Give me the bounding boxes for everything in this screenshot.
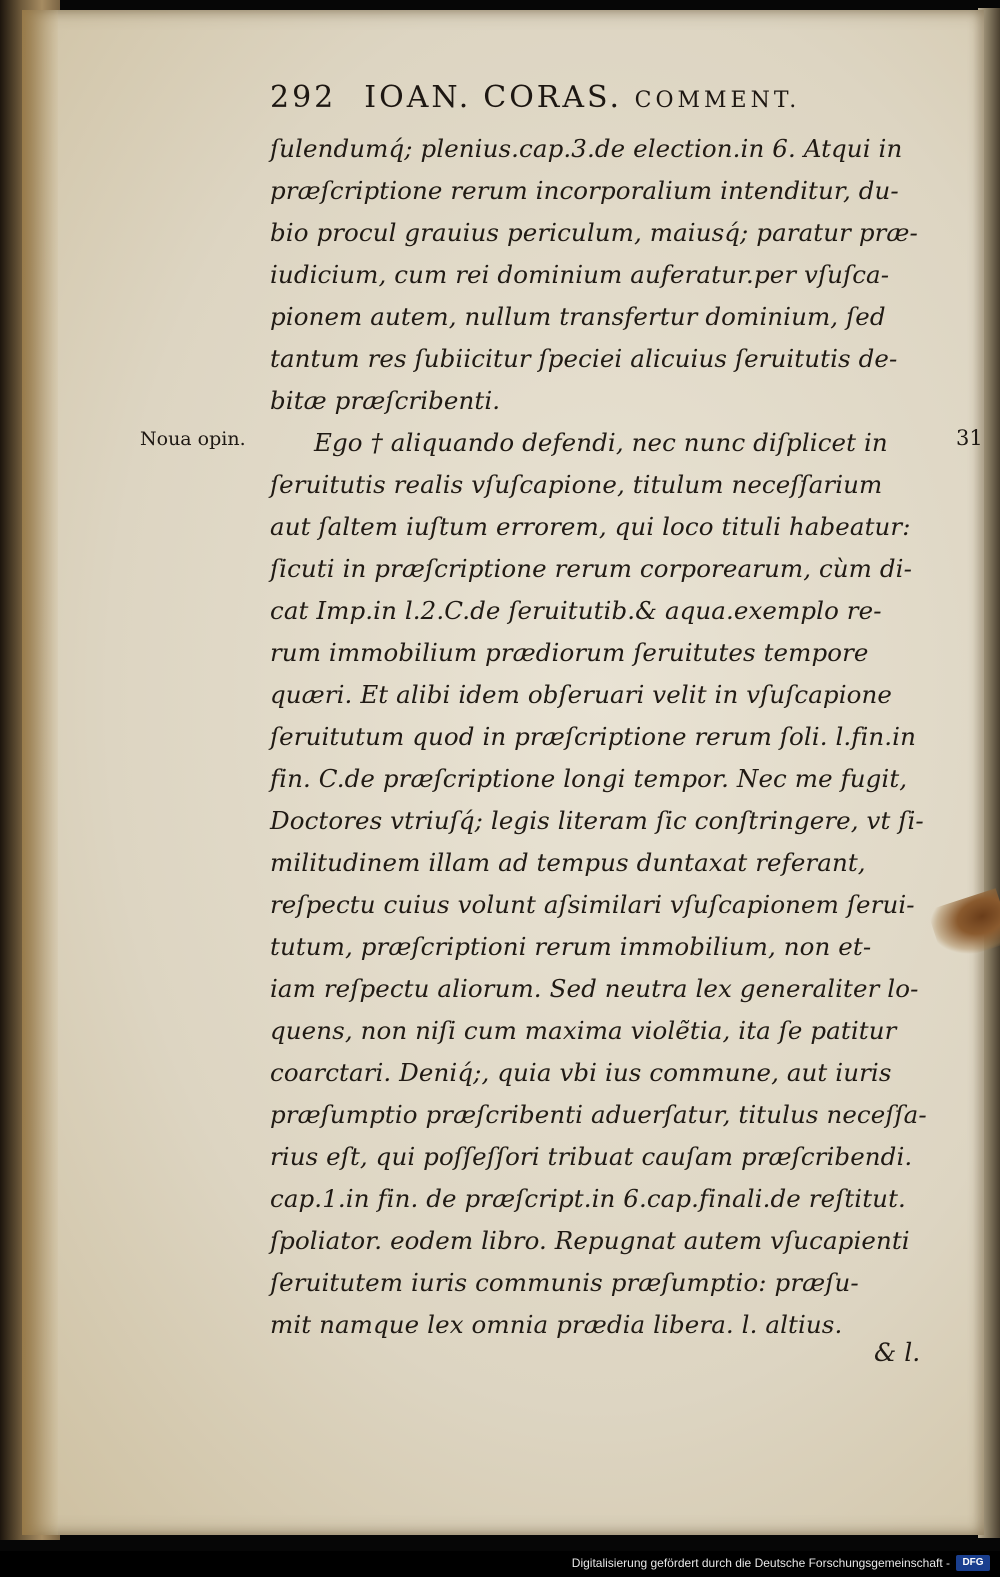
text-line: iudicium, cum rei dominium auferatur.per vſuſca- [270, 260, 890, 289]
text-line: præſcriptione rerum incorporalium intenditur, du- [270, 176, 899, 205]
text-line: ſeruitutis realis vſuſcapione, titulum neceſſarium [270, 470, 883, 499]
running-head-author: IOAN. [364, 80, 472, 115]
text-line: cap.1.in fin. de præſcript.in 6.cap.finali.de reſtitut. [270, 1184, 906, 1213]
text-line: pionem autem, nullum transfertur dominium, ſed [270, 302, 886, 331]
text-line: tantum res ſubiicitur ſpeciei alicuius ſeruitutis de- [270, 344, 898, 373]
text-line: quæri. Et alibi idem obſeruari velit in vſuſcapione [270, 680, 892, 709]
text-line: ſeruitutem iuris communis præſumptio: præſu- [270, 1268, 859, 1297]
text-line: ſeruitutum quod in præſcriptione rerum ſoli. l.fin.in [270, 722, 916, 751]
text-line: ſicuti in præſcriptione rerum corporearum, cùm di- [270, 554, 912, 583]
text-line: cat Imp.in l.2.C.de ſeruitutib.& aqua.exemplo re- [270, 596, 882, 625]
text-line: iam reſpectu aliorum. Sed neutra lex generaliter lo- [270, 974, 919, 1003]
running-head [270, 80, 870, 115]
text-line: bio procul grauius periculum, maiusq́; paratur præ- [270, 218, 918, 247]
text-line: fin. C.de præſcriptione longi tempor. Nec me fugit, [270, 764, 908, 793]
margin-note: Noua opin. [140, 428, 246, 450]
text-line: reſpectu cuius volunt aſsimilari vſuſcapionem ſerui- [270, 890, 915, 919]
text-line: rius eſt, qui poſſeſſori tribuat cauſam præſcribendi. [270, 1142, 913, 1171]
running-head-work: COMMENT. [634, 88, 801, 113]
body-text [270, 128, 950, 1346]
text-line: ſpoliator. eodem libro. Repugnat autem vſucapienti [270, 1226, 910, 1255]
text-line: coarctari. Deniq́;, quia vbi ius commune, aut iuris [270, 1058, 892, 1087]
margin-number: 31 [956, 426, 983, 450]
book-page [22, 10, 984, 1535]
text-line: Doctores vtriuſq́; legis literam ſic conſtringere, vt ſi- [270, 806, 924, 835]
page-number: 292 [270, 80, 337, 115]
text-line: tutum, præſcriptioni rerum immobilium, non et- [270, 932, 872, 961]
text-line: rum immobilium prædiorum ſeruitutes tempore [270, 638, 869, 667]
catchword: & l. [874, 1338, 921, 1367]
text-line: mit namque lex omnia prædia libera. l. altius. [270, 1310, 843, 1339]
running-head-name: CORAS. [483, 80, 623, 115]
dfg-logo: DFG [956, 1555, 990, 1571]
digitization-footer [0, 1551, 1000, 1577]
text-line: militudinem illam ad tempus duntaxat referant, [270, 848, 866, 877]
text-line: ſulendumq́; plenius.cap.3.de election.in 6. Atqui in [270, 134, 903, 163]
paragraph-start-line: Ego † aliquando defendi, nec nunc diſplicet in [314, 428, 888, 457]
text-line: quens, non niſi cum maxima violẽtia, ita ſe patitur [270, 1016, 897, 1045]
footer-credit: Digitalisierung gefördert durch die Deutsche Forschungsgemeinschaft - [571, 1556, 950, 1570]
text-line: aut ſaltem iuſtum errorem, qui loco tituli habeatur: [270, 512, 911, 541]
text-line: præſumptio præſcribenti aduerſatur, titulus neceſſa- [270, 1100, 927, 1129]
text-line: bitæ præſcribenti. [270, 386, 501, 415]
